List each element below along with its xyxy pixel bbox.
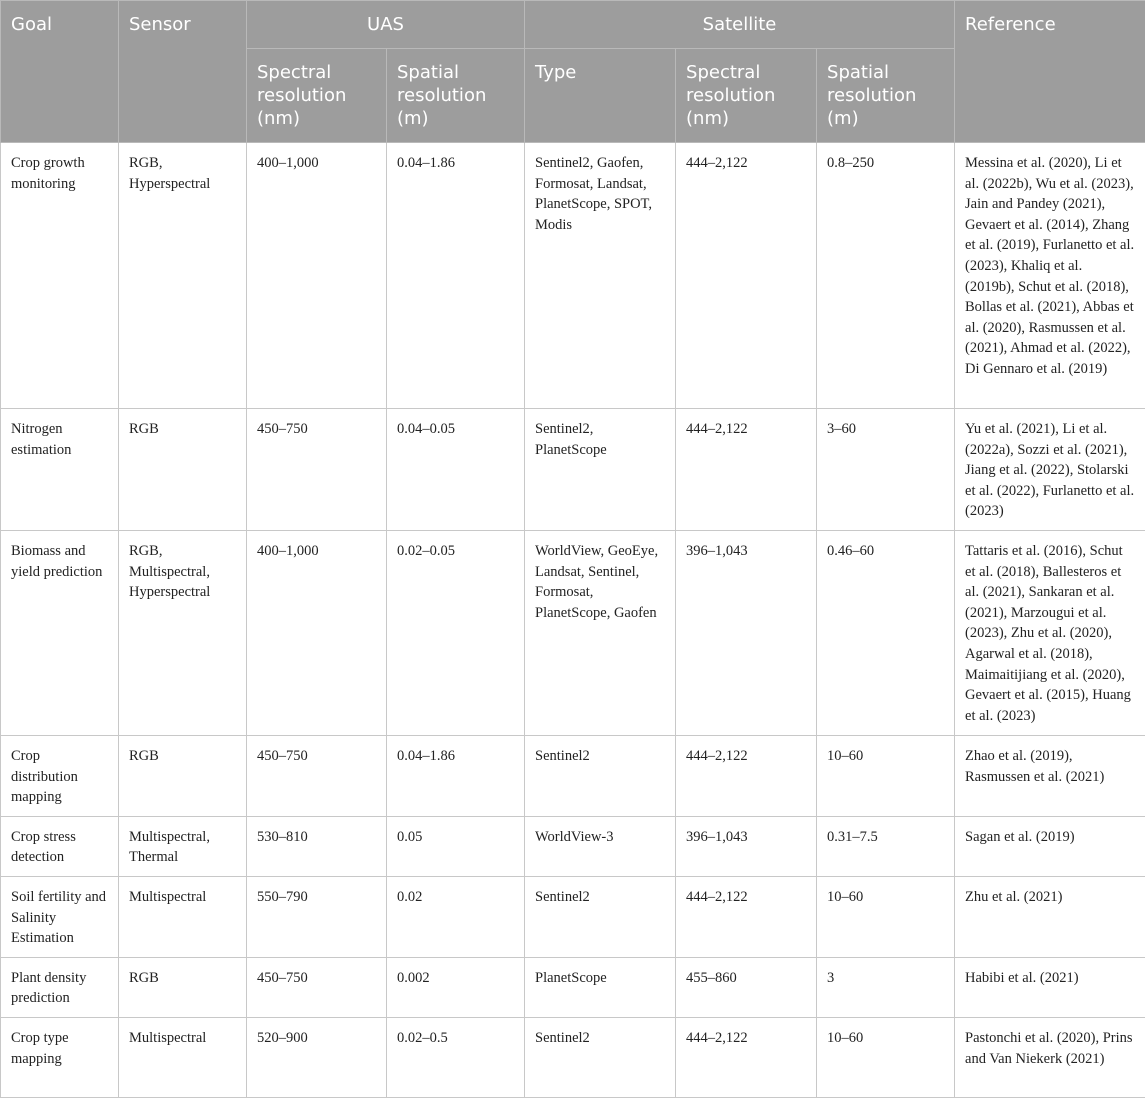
table-row xyxy=(1,530,1145,735)
cell-sat-spatial: 10–60 xyxy=(817,1017,955,1097)
cell-sensor: RGB, Multispectral, Hyperspectral xyxy=(119,530,247,735)
cell-sensor: Multispectral xyxy=(119,1017,247,1097)
cell-sat-spectral: 455–860 xyxy=(676,957,817,1017)
cell-uas-spectral: 450–750 xyxy=(247,409,387,531)
cell-sensor: RGB xyxy=(119,957,247,1017)
cell-uas-spatial: 0.04–0.05 xyxy=(387,409,525,531)
table-row xyxy=(1,957,1145,1017)
cell-uas-spectral: 450–750 xyxy=(247,735,387,816)
header-sensor: Sensor xyxy=(119,1,247,143)
table-header xyxy=(1,1,1145,143)
cell-sensor: RGB xyxy=(119,409,247,531)
cell-sensor: RGB, Hyperspectral xyxy=(119,143,247,409)
cell-sat-spatial: 10–60 xyxy=(817,735,955,816)
header-uas: UAS xyxy=(247,1,525,49)
header-uas-spectral: Spectral resolution (nm) xyxy=(247,49,387,143)
cell-sat-spectral: 444–2,122 xyxy=(676,1017,817,1097)
cell-reference: Sagan et al. (2019) xyxy=(955,816,1145,876)
cell-sat-type: Sentinel2, PlanetScope xyxy=(525,409,676,531)
cell-reference: Habibi et al. (2021) xyxy=(955,957,1145,1017)
cell-goal: Plant density prediction xyxy=(1,957,119,1017)
header-goal: Goal xyxy=(1,1,119,143)
header-uas-spatial: Spatial resolution (m) xyxy=(387,49,525,143)
header-row-top xyxy=(1,1,1145,49)
header-reference: Reference xyxy=(955,1,1145,143)
header-sat-spectral: Spectral resolution (nm) xyxy=(676,49,817,143)
cell-goal: Crop distribution mapping xyxy=(1,735,119,816)
cell-uas-spatial: 0.04–1.86 xyxy=(387,143,525,409)
cell-uas-spatial: 0.05 xyxy=(387,816,525,876)
cell-reference: Tattaris et al. (2016), Schut et al. (2018), Ballesteros et al. (2021), Sankaran et al. (2021), Marzougui et al. (2023), Zhu et al. (2020), Agarwal et al. (2018), Maimaitijiang et al. (2020), Gevaert et al. (2015), Huang et al. (2023) xyxy=(955,530,1145,735)
cell-uas-spatial: 0.02–0.5 xyxy=(387,1017,525,1097)
table-body xyxy=(1,143,1145,1098)
cell-sat-type: Sentinel2 xyxy=(525,735,676,816)
cell-uas-spectral: 400–1,000 xyxy=(247,143,387,409)
cell-sensor: Multispectral xyxy=(119,876,247,957)
cell-sat-spectral: 396–1,043 xyxy=(676,530,817,735)
cell-uas-spatial: 0.02–0.05 xyxy=(387,530,525,735)
cell-sat-spatial: 3–60 xyxy=(817,409,955,531)
cell-sat-spatial: 0.8–250 xyxy=(817,143,955,409)
cell-sat-type: WorldView-3 xyxy=(525,816,676,876)
table-row xyxy=(1,876,1145,957)
cell-reference: Pastonchi et al. (2020), Prins and Van Niekerk (2021) xyxy=(955,1017,1145,1097)
cell-sat-type: PlanetScope xyxy=(525,957,676,1017)
table-row xyxy=(1,735,1145,816)
cell-goal: Crop stress detection xyxy=(1,816,119,876)
header-satellite: Satellite xyxy=(525,1,955,49)
cell-sat-spatial: 0.46–60 xyxy=(817,530,955,735)
cell-sat-spectral: 444–2,122 xyxy=(676,876,817,957)
table-row xyxy=(1,143,1145,409)
cell-uas-spatial: 0.02 xyxy=(387,876,525,957)
cell-sat-spatial: 0.31–7.5 xyxy=(817,816,955,876)
table-row xyxy=(1,816,1145,876)
header-sat-spatial: Spatial resolution (m) xyxy=(817,49,955,143)
cell-goal: Biomass and yield prediction xyxy=(1,530,119,735)
cell-uas-spectral: 550–790 xyxy=(247,876,387,957)
cell-uas-spectral: 520–900 xyxy=(247,1017,387,1097)
cell-reference: Messina et al. (2020), Li et al. (2022b), Wu et al. (2023), Jain and Pandey (2021), Gevaert et al. (2014), Zhang et al. (2019), Furlanetto et al. (2023), Khaliq et al. (2019b), Schut et al. (2018), Bollas et al. (2021), Abbas et al. (2020), Rasmussen et al. (2021), Ahmad et al. (2022), Di Gennaro et al. (2019) xyxy=(955,143,1145,409)
cell-uas-spatial: 0.002 xyxy=(387,957,525,1017)
cell-reference: Yu et al. (2021), Li et al. (2022a), Sozzi et al. (2021), Jiang et al. (2022), Stolarski et al. (2022), Furlanetto et al. (2023) xyxy=(955,409,1145,531)
cell-uas-spectral: 450–750 xyxy=(247,957,387,1017)
cell-goal: Soil fertility and Salinity Estimation xyxy=(1,876,119,957)
cell-sat-spectral: 396–1,043 xyxy=(676,816,817,876)
header-sat-type: Type xyxy=(525,49,676,143)
cell-reference: Zhao et al. (2019), Rasmussen et al. (2021) xyxy=(955,735,1145,816)
cell-uas-spatial: 0.04–1.86 xyxy=(387,735,525,816)
table-row xyxy=(1,1017,1145,1097)
cell-sat-type: Sentinel2 xyxy=(525,876,676,957)
table-row xyxy=(1,409,1145,531)
cell-sensor: RGB xyxy=(119,735,247,816)
cell-goal: Nitrogen estimation xyxy=(1,409,119,531)
cell-goal: Crop growth monitoring xyxy=(1,143,119,409)
cell-uas-spectral: 400–1,000 xyxy=(247,530,387,735)
cell-sat-spectral: 444–2,122 xyxy=(676,735,817,816)
cell-sat-spatial: 10–60 xyxy=(817,876,955,957)
cell-sat-spatial: 3 xyxy=(817,957,955,1017)
cell-sensor: Multispectral, Thermal xyxy=(119,816,247,876)
cell-reference: Zhu et al. (2021) xyxy=(955,876,1145,957)
cell-sat-type: Sentinel2 xyxy=(525,1017,676,1097)
cell-sat-type: Sentinel2, Gaofen, Formosat, Landsat, PlanetScope, SPOT, Modis xyxy=(525,143,676,409)
cell-sat-spectral: 444–2,122 xyxy=(676,409,817,531)
cell-sat-spectral: 444–2,122 xyxy=(676,143,817,409)
cell-uas-spectral: 530–810 xyxy=(247,816,387,876)
cell-sat-type: WorldView, GeoEye, Landsat, Sentinel, Formosat, PlanetScope, Gaofen xyxy=(525,530,676,735)
cell-goal: Crop type mapping xyxy=(1,1017,119,1097)
